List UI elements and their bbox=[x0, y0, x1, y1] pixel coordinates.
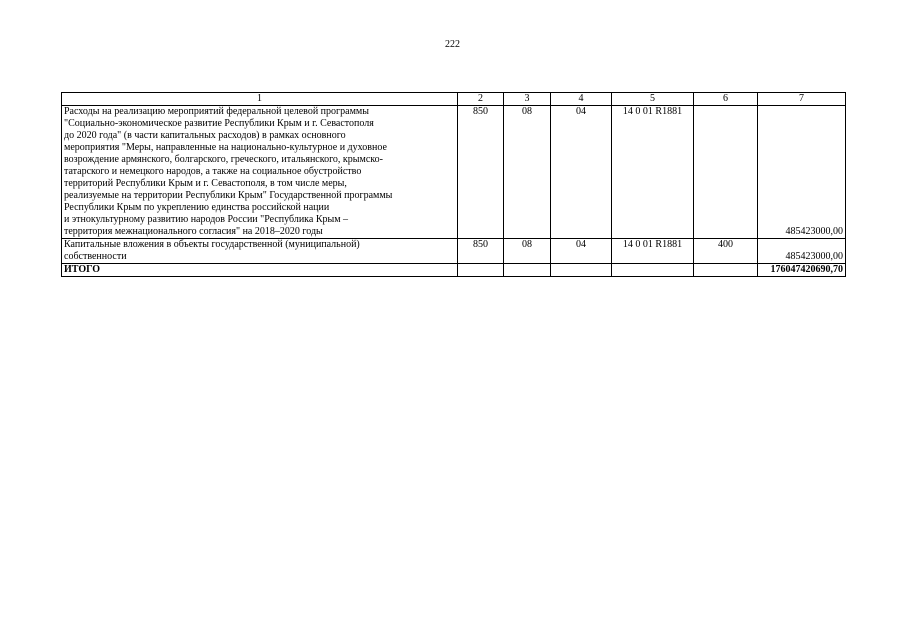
row-name-cell bbox=[62, 239, 458, 264]
cell-c5: 14 0 01 R1881 bbox=[612, 106, 694, 239]
total-value: 176047420690,70 bbox=[758, 264, 846, 277]
cell-c2: 850 bbox=[458, 239, 504, 264]
cell-c6: 400 bbox=[694, 239, 758, 264]
header-cell: 7 bbox=[758, 93, 846, 106]
cell-c4: 04 bbox=[551, 106, 612, 239]
header-cell: 5 bbox=[612, 93, 694, 106]
empty-cell bbox=[458, 264, 504, 277]
cell-c7: 485423000,00 bbox=[758, 106, 846, 239]
name-line: реализуемые на территории Республики Крым" Государственной программы bbox=[64, 190, 393, 201]
cell-c2: 850 bbox=[458, 106, 504, 239]
total-label: ИТОГО bbox=[62, 264, 458, 277]
name-line: возрождение армянского, болгарского, греческого, итальянского, крымско- bbox=[64, 154, 383, 165]
header-cell: 2 bbox=[458, 93, 504, 106]
name-line: территорий Республики Крым и г. Севастополя, в том числе меры, bbox=[64, 178, 347, 189]
cell-c3: 08 bbox=[504, 239, 551, 264]
cell-c7: 485423000,00 bbox=[758, 239, 846, 264]
cell-c4: 04 bbox=[551, 239, 612, 264]
budget-table bbox=[61, 92, 846, 277]
table-row bbox=[62, 106, 846, 239]
table-row bbox=[62, 239, 846, 264]
empty-cell bbox=[612, 264, 694, 277]
page-number: 222 bbox=[445, 39, 460, 50]
cell-c6 bbox=[694, 106, 758, 239]
name-line: Расходы на реализацию мероприятий федеральной целевой программы bbox=[64, 106, 369, 117]
name-line: мероприятия "Меры, направленные на национально-культурное и духовное bbox=[64, 142, 387, 153]
header-row bbox=[62, 93, 846, 106]
header-cell: 6 bbox=[694, 93, 758, 106]
name-line: татарского и немецкого народов, а также на социальное обустройство bbox=[64, 166, 362, 177]
cell-c3: 08 bbox=[504, 106, 551, 239]
name-line: собственности bbox=[64, 251, 127, 262]
name-line: и этнокультурному развитию народов России "Республика Крым – bbox=[64, 214, 349, 225]
name-line: до 2020 года" (в части капитальных расходов) в рамках основного bbox=[64, 130, 346, 141]
cell-c5: 14 0 01 R1881 bbox=[612, 239, 694, 264]
name-line: Республики Крым по укреплению единства российской нации bbox=[64, 202, 330, 213]
name-line: "Социально-экономическое развитие Республики Крым и г. Севастополя bbox=[64, 118, 374, 129]
empty-cell bbox=[694, 264, 758, 277]
header-cell: 3 bbox=[504, 93, 551, 106]
name-line: территория межнационального согласия" на 2018–2020 годы bbox=[64, 226, 323, 237]
empty-cell bbox=[551, 264, 612, 277]
total-row bbox=[62, 264, 846, 277]
header-cell: 1 bbox=[62, 93, 458, 106]
name-line: Капитальные вложения в объекты государственной (муниципальной) bbox=[64, 239, 360, 250]
row-name-cell bbox=[62, 106, 458, 239]
empty-cell bbox=[504, 264, 551, 277]
header-cell: 4 bbox=[551, 93, 612, 106]
